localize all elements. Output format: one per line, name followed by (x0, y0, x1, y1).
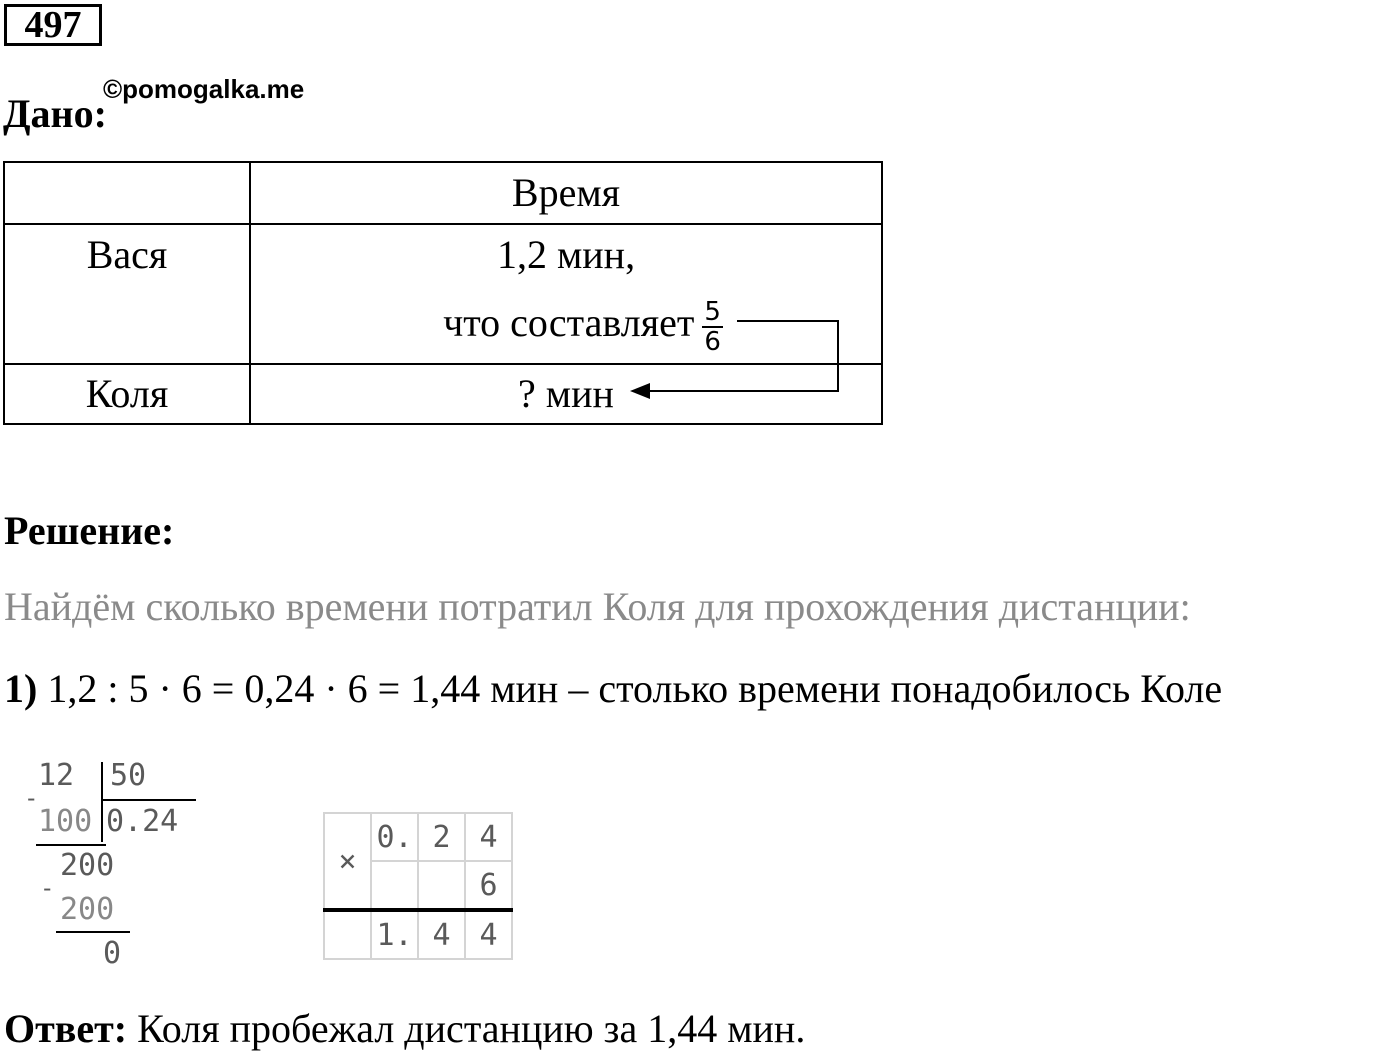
solution-intro: Найдём сколько времени потратил Коля для прохождения дистанции: (4, 584, 1191, 629)
watermark: ©pomogalka.me (103, 74, 305, 104)
division-quotient: 0.24 (106, 804, 179, 839)
division-remainder-1: 200 (60, 848, 115, 883)
multiply-sign: × (324, 813, 371, 910)
vasya-fraction-text: что составляет (443, 300, 695, 345)
step-1-text: 1,2 : 5 · 6 = 0,24 · 6 = 1,44 мин – столько времени понадобилось Коле (47, 666, 1223, 711)
mult-cell: 4 (465, 813, 512, 861)
answer (4, 1005, 805, 1052)
mult-result-cell: 4 (465, 910, 512, 959)
mult-cell: 0. (371, 813, 418, 861)
mult-cell: 6 (465, 861, 512, 910)
problem-number: 497 (4, 4, 102, 46)
mult-result-cell: 1. (371, 910, 418, 959)
division-minus-1: - (24, 784, 39, 812)
fraction-numerator: 5 (704, 296, 721, 327)
division-subtrahend-1: 100 (38, 804, 93, 839)
row-kolya-name: Коля (4, 364, 250, 424)
fraction-denominator: 6 (704, 326, 721, 357)
division-remainder-2: 0 (103, 936, 122, 971)
multiplication-grid (323, 812, 513, 960)
answer-label: Ответ: (4, 1006, 128, 1051)
division-subtrahend-2: 200 (60, 892, 115, 927)
division-dividend: 12 (38, 758, 75, 793)
mult-cell (371, 861, 418, 910)
division-divisor: 50 (110, 758, 147, 793)
solution-heading: Решение: (4, 508, 175, 553)
given-heading: Дано: (3, 91, 107, 136)
header-time: Время (250, 162, 882, 224)
mult-result-cell: 4 (418, 910, 465, 959)
vasya-time-value: 1,2 мин, (496, 232, 636, 277)
mult-cell-empty (324, 910, 371, 959)
row-kolya-time: ? мин (250, 364, 882, 424)
step-1-label: 1) (4, 666, 38, 711)
row-vasya-name: Вася (4, 224, 250, 364)
answer-text: Коля пробежал дистанцию за 1,44 мин. (137, 1006, 806, 1051)
division-minus-2: - (40, 874, 55, 902)
mult-cell: 2 (418, 813, 465, 861)
mult-cell (418, 861, 465, 910)
